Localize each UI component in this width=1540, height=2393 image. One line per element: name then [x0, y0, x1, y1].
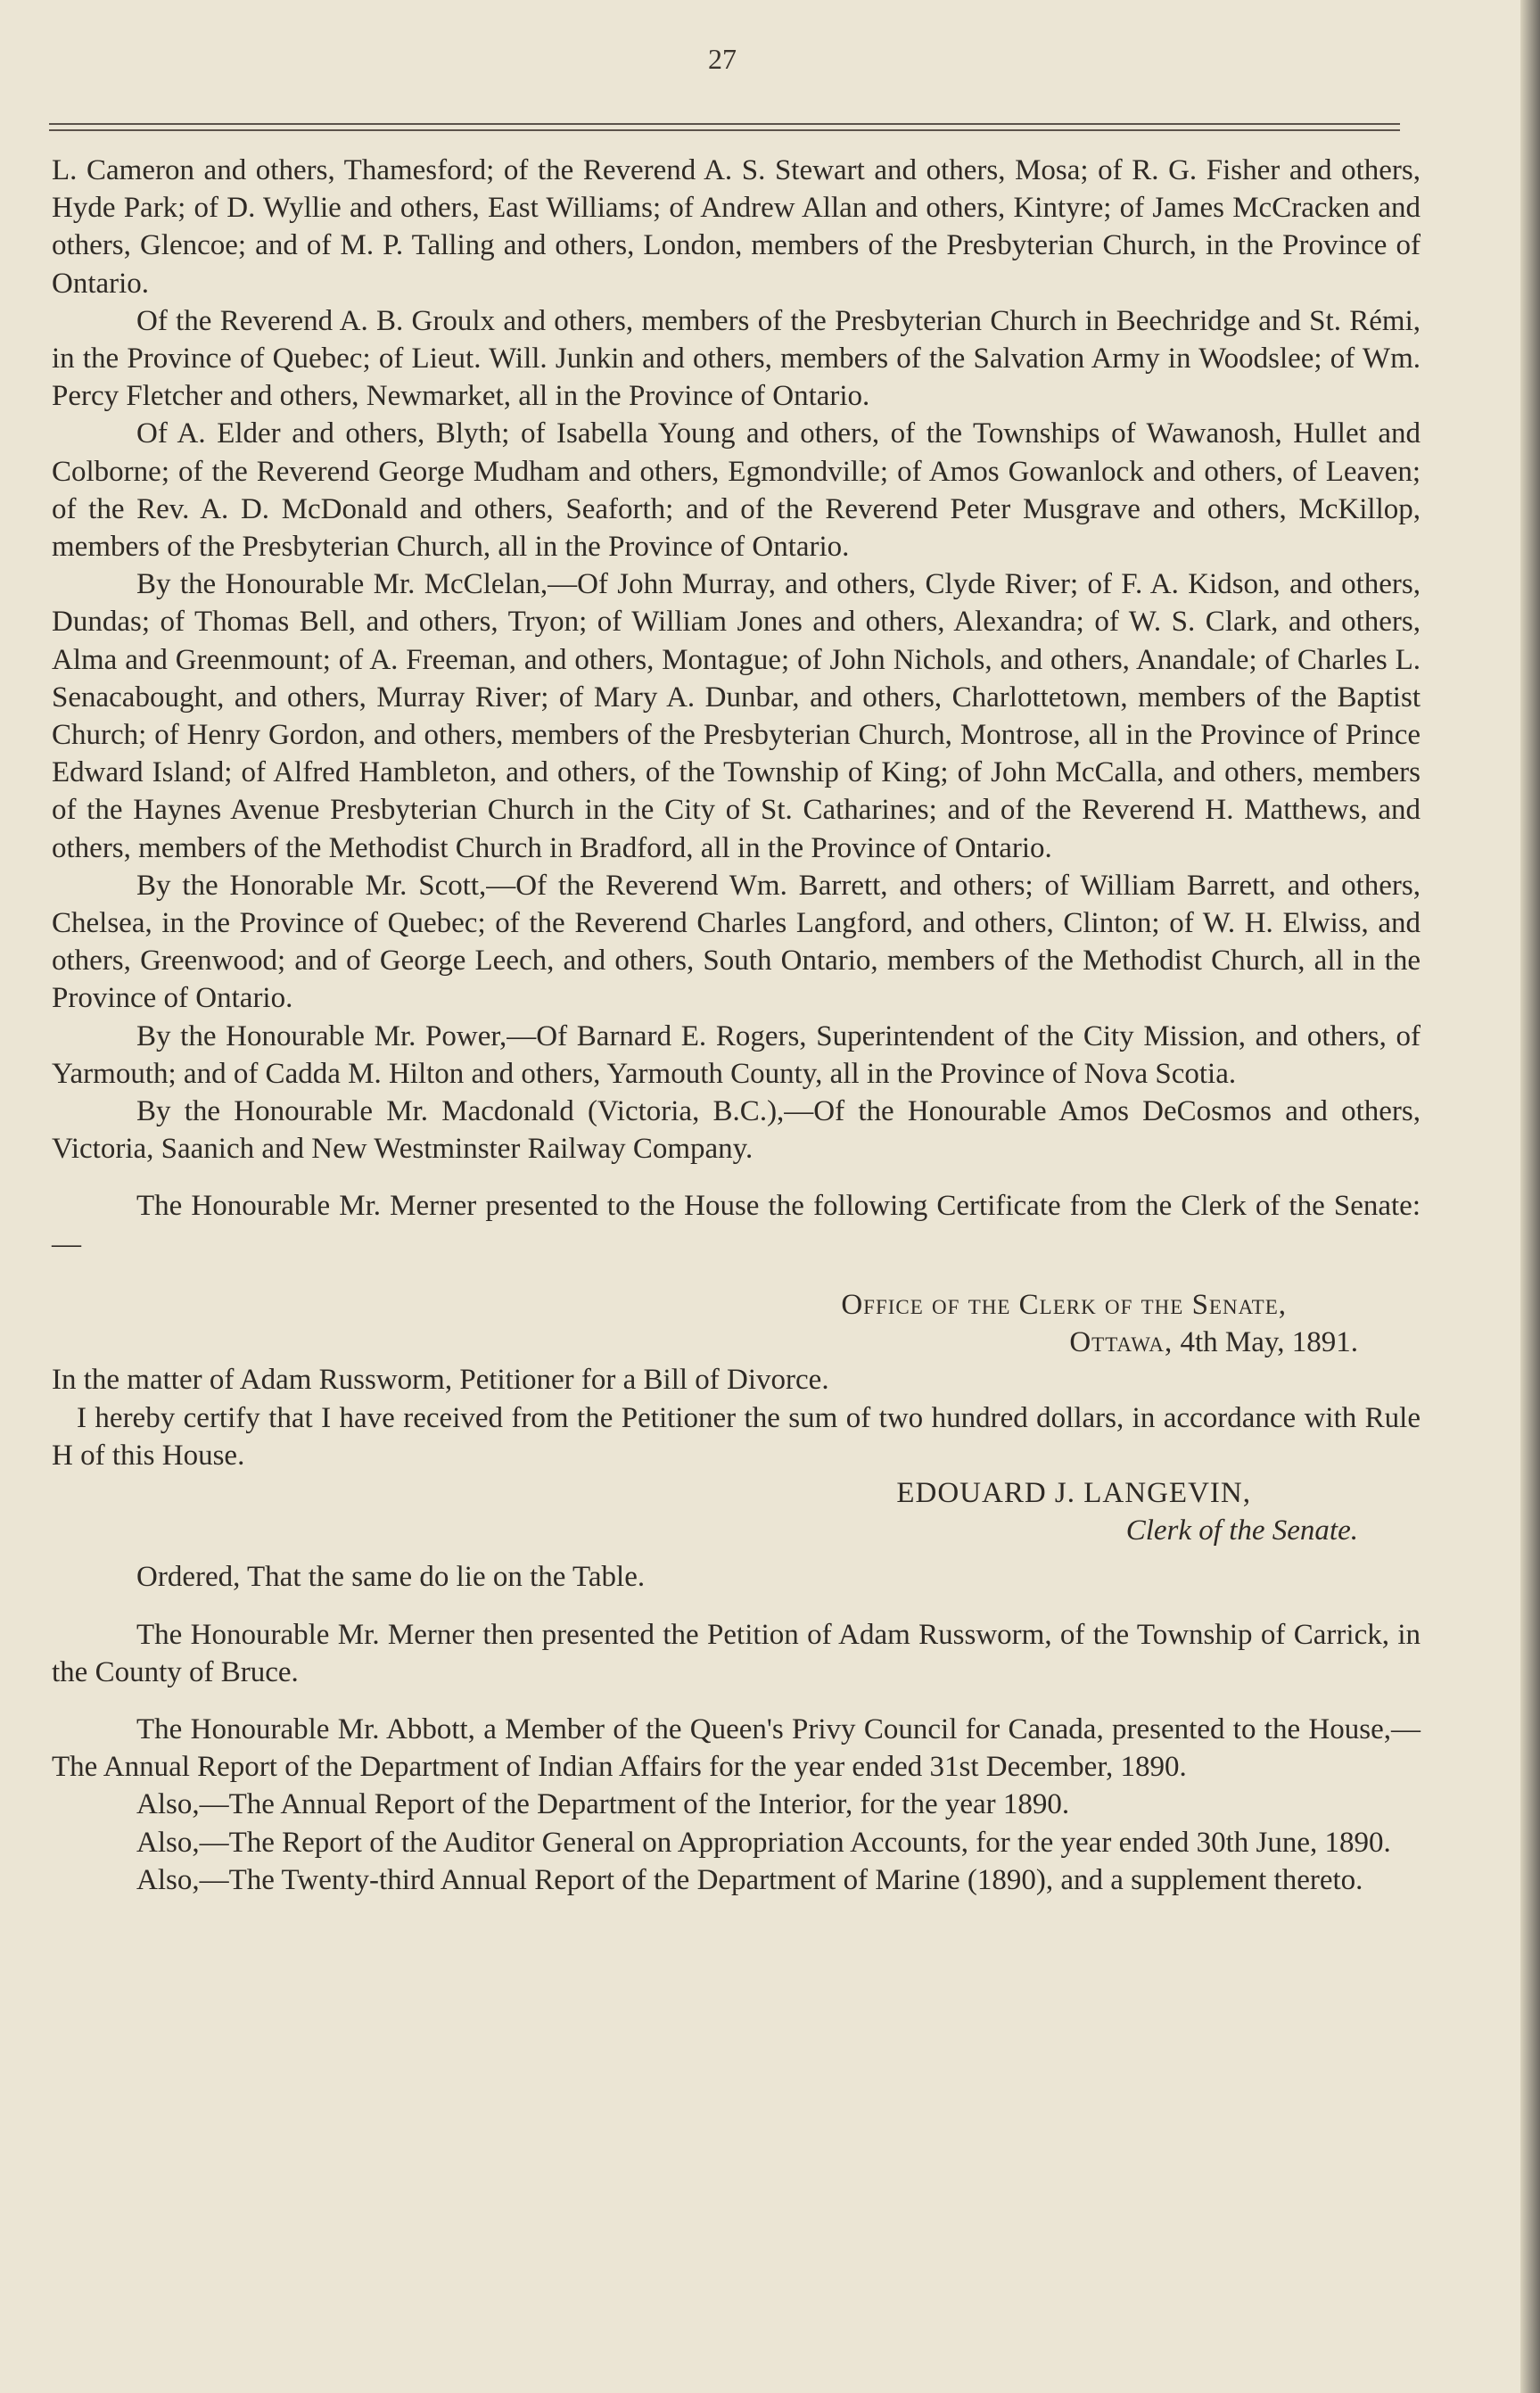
petition-paragraph: By the Honourable Mr. Power,—Of Barnard E. Rogers, Superintendent of the City Mission, and others, of Yarmouth; and of Cadda M. Hilton and others, Yarmouth County, all in the Province of Nova Scotia. — [52, 1019, 1421, 1090]
petition-paragraph: Of the Reverend A. B. Groulx and others, members of the Presbyterian Church in Beechridge and St. Rémi, in the Province of Quebec; of Lieut. Will. Junkin and others, members of the Salvation Army in Woodslee; of Wm. Percy Fletcher and others, Newmarket, all in the Province of Ontario. — [52, 304, 1421, 413]
report-entry: Also,—The Report of the Auditor General on Appropriation Accounts, for the year ended 30th June, 1890. — [136, 1826, 1391, 1859]
report-entry: The Honourable Mr. Abbott, a Member of the Queen's Privy Council for Canada, presented to the House,—The Annual Report of the Department of Indian Affairs for the year ended 31st December, 1890. — [52, 1712, 1421, 1784]
report-entry: Also,—The Annual Report of the Department of the Interior, for the year 1890. — [136, 1788, 1070, 1821]
petition-presented-entry: The Honourable Mr. Merner then presented the Petition of Adam Russworm, of the Township of Carrick, in the County of Bruce. — [52, 1618, 1421, 1688]
header-rule-top — [49, 123, 1400, 125]
certificate-office: Office of the Clerk of the Senate, — [841, 1288, 1287, 1321]
petition-paragraph: By the Honourable Mr. Macdonald (Victoria, B.C.),—Of the Honourable Amos DeCosmos and others, Victoria, Saanich and New Westminster Railway Company. — [52, 1095, 1421, 1166]
certificate-signer: EDOUARD J. LANGEVIN, — [896, 1476, 1251, 1509]
page-edge-shadow — [1520, 0, 1540, 2393]
certificate-date: 4th May, 1891. — [1180, 1326, 1358, 1359]
certificate-intro: The Honourable Mr. Merner presented to the House the following Certificate from the Clerk of the Senate:— — [52, 1190, 1421, 1260]
petition-paragraph: Of A. Elder and others, Blyth; of Isabella Young and others, of the Townships of Wawanosh, Hullet and Colborne; of the Reverend George Mudham and others, Egmondville; of Amos Gowanlock and others, of Leaven; of the Rev. A. D. McDonald and others, Seaforth; and of the Reverend Peter Musgrave and others, McKillop, members of the Presbyterian Church, all in the Province of Ontario. — [52, 417, 1421, 564]
certificate-body: I hereby certify that I have received from the Petitioner the sum of two hundred dollars, in accordance with Rule H of this House. — [52, 1401, 1421, 1472]
page-number: 27 — [708, 43, 737, 75]
certificate-matter: In the matter of Adam Russworm, Petitioner for a Bill of Divorce. — [52, 1364, 829, 1397]
certificate-city: Ottawa, — [1069, 1326, 1174, 1359]
header-rule-bottom — [49, 129, 1400, 131]
certificate-signer-title: Clerk of the Senate. — [1125, 1514, 1358, 1547]
ordered-entry: Ordered, That the same do lie on the Table. — [136, 1561, 646, 1594]
petition-paragraph: By the Honourable Mr. McClelan,—Of John Murray, and others, Clyde River; of F. A. Kidson, and others, Dundas; of Thomas Bell, and others, Tryon; of William Jones and others, Alexandra; of W. S. Clark, and others, Alma and Greenmount; of A. Freeman, and others, Montague; of John Nichols, and others, Anandale; of Charles L. Senacabought, and others, Murray River; of Mary A. Dunbar, and others, Charlottetown, members of the Baptist Church; of Henry Gordon, and others, members of the Presbyterian Church, Montrose, all in the Province of Prince Edward Island; of Alfred Hambleton, and others, of the Township of King; of John McCalla, and others, members of the Haynes Avenue Presbyterian Church in the City of St. Catharines; and of the Reverend H. Matthews, and others, members of the Methodist Church in Bradford, all in the Province of Ontario. — [52, 568, 1421, 864]
page-body — [52, 152, 1421, 1899]
petition-paragraph: By the Honorable Mr. Scott,—Of the Reverend Wm. Barrett, and others; of William Barrett, and others, Chelsea, in the Province of Quebec; of the Reverend Charles Langford, and others, Clinton; of W. H. Elwiss, and others, Greenwood; and of George Leech, and others, South Ontario, members of the Methodist Church, all in the Province of Ontario. — [52, 869, 1421, 1015]
petition-paragraph: L. Cameron and others, Thamesford; of the Reverend A. S. Stewart and others, Mosa; of R. G. Fisher and others, Hyde Park; of D. Wyllie and others, East Williams; of Andrew Allan and others, Kintyre; of James McCracken and others, Glencoe; and of M. P. Talling and others, London, members of the Presbyterian Church, in the Province of Ontario. — [52, 154, 1421, 300]
certificate-dateline — [52, 1324, 1421, 1361]
report-entry: Also,—The Twenty-third Annual Report of the Department of Marine (1890), and a supplement thereto. — [136, 1863, 1363, 1896]
